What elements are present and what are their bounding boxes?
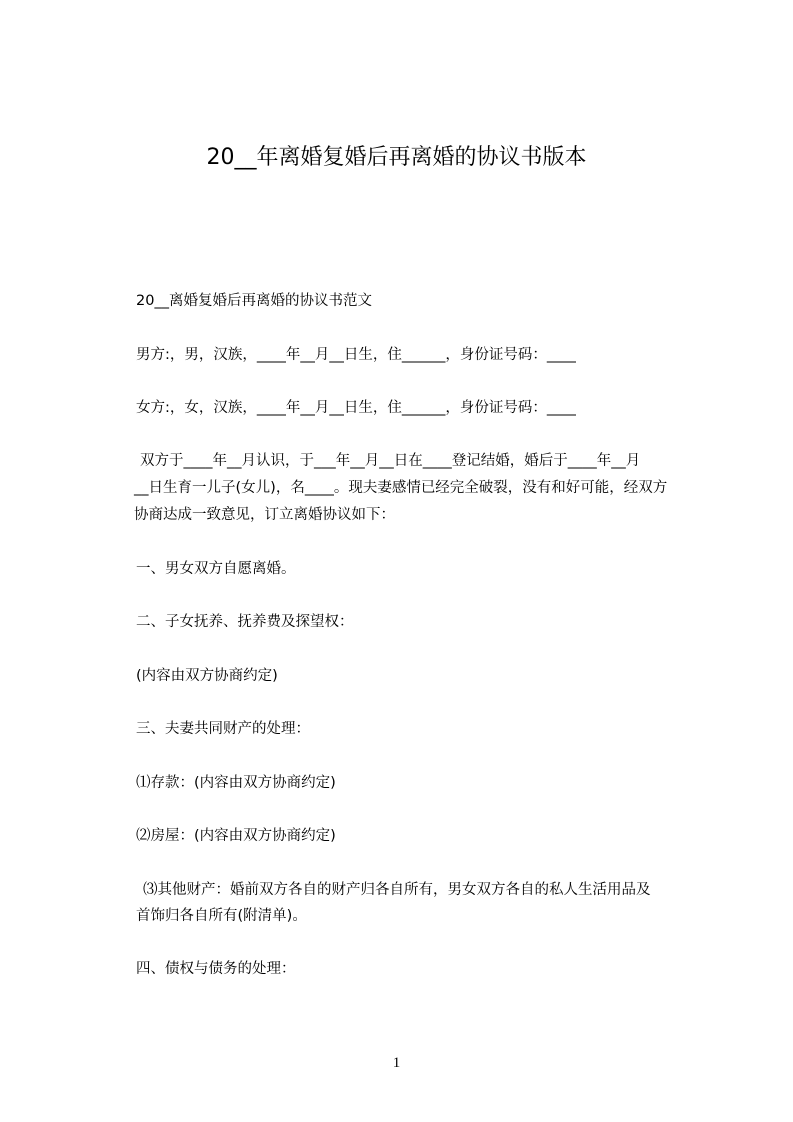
clause-3-item-1: ⑴存款：(内容由双方协商约定): [136, 775, 336, 791]
clause-3-item-2: ⑵房屋：(内容由双方协商约定): [136, 828, 336, 844]
clause-2-heading: 二、子女抚养、抚养费及探望权：: [136, 614, 354, 630]
document-title: 20__年离婚复婚后再离婚的协议书版本: [206, 145, 587, 170]
paragraph-intro-line-2: __日生育一儿子(女儿)，名____。现夫妻感情已经完全破裂，没有和好可能，经双方: [134, 480, 668, 496]
clause-3-item-3-line-2: 首饰归各自所有(附清单)。: [136, 908, 307, 924]
paragraph-male-party: 男方:，男，汉族，____年__月__日生，住______，身份证号码：____: [136, 347, 576, 363]
paragraph-intro-line-3: 协商达成一致意见，订立离婚协议如下：: [134, 507, 395, 523]
paragraph-intro-line-1: 双方于____年__月认识，于___年__月__日在____登记结婚，婚后于____年__月: [140, 453, 641, 469]
paragraph-female-party: 女方:，女，汉族，____年__月__日生，住______，身份证号码：____: [136, 400, 576, 416]
clause-3-heading: 三、夫妻共同财产的处理：: [136, 721, 310, 737]
page-number: 1: [392, 1055, 401, 1071]
clause-2-content: (内容由双方协商约定): [136, 668, 278, 684]
clause-4-heading: 四、债权与债务的处理：: [136, 961, 296, 977]
clause-3-item-3-line-1: ⑶其他财产：婚前双方各自的财产归各自所有，男女双方各自的私人生活用品及: [143, 882, 651, 898]
subtitle: 20__离婚复婚后再离婚的协议书范文: [136, 293, 372, 309]
clause-1: 一、男女双方自愿离婚。: [136, 561, 296, 577]
